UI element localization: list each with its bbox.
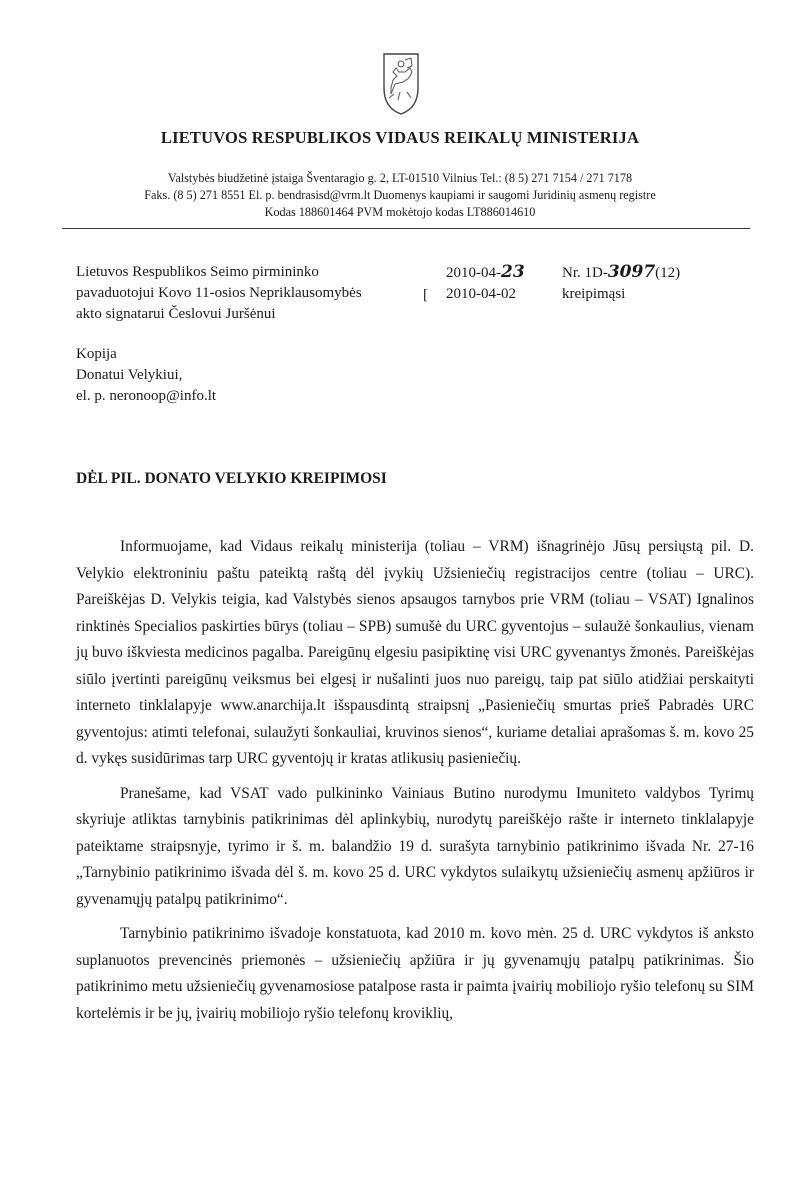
addressee-line: Lietuvos Respublikos Seimo pirmininko	[76, 264, 319, 280]
addressee-block	[76, 262, 362, 325]
contact-line: Faks. (8 5) 271 8551 El. p. bendrasisd@vrm.lt Duomenys kaupiami ir saugomi Juridinių asmenų registre	[144, 188, 656, 202]
addressee-line: akto signatarui Česlovui Juršėnui	[76, 306, 276, 322]
copy-email: el. p. neronoop@info.lt	[76, 388, 217, 404]
registration-number: Nr. 1D-3097(12)	[562, 262, 681, 282]
body-paragraph: Tarnybinio patikrinimo išvadoje konstatuota, kad 2010 m. kovo mėn. 25 d. URC vykdytos iš anksto suplanuotos prevencinės priemonės – užsieniečių apžiūra ir jų gyvenamųjų patalpų patikrinimas. Šio patikrinimo metu užsieniečių gyvenamosiose patalpose rasta ir paimta įvairių mobiliojo ryšio telefonų su SIM kortelėmis ir be jų, įvairių mobiliojo ryšio telefonų kroviklių,	[76, 925, 754, 1022]
reference-date: 2010-04-02	[446, 286, 516, 302]
ministry-name: LIETUVOS RESPUBLIKOS VIDAUS REIKALŲ MINISTERIJA	[160, 128, 640, 147]
reference-label: kreipimąsi	[562, 286, 626, 302]
coat-of-arms-icon	[381, 50, 421, 116]
copy-label: Kopija	[76, 346, 117, 362]
body-paragraph: Informuojame, kad Vidaus reikalų ministerija (toliau – VRM) išnagrinėjo Jūsų persiųstą pil. D. Velykio elektroniniu paštu pateiktą raštą dėl įvykių Užsieniečių registracijos centre (toliau – URC). Pareiškėjas D. Velykis teigia, kad Valstybės sienos apsaugos tarnybos prie VRM (toliau – VSAT) Ignalinos rinktinės Specialios paskirties būrys (toliau – SPB) sumušė du URC gyventojus – sulaužė šonkaulius, vienam jų buvo iškviesta medicinos pagalba. Pareigūnų elgesiu pasipiktinę visi URC gyvenantys žmonės. Pareiškėjas siūlo įvertinti pareigūnų veiksmus bei elgesį ir nušalinti juos nuo pareigų, taip pat siūlo atidžiai perskaityti interneto tinklalapyje www.anarchija.lt išspausdintą straipsnį „Pasieniečių smurtas prieš Pabradės URC gyventojus: atimti telefonai, sulaužyti šonkauliai, kruvinos sienos“, kuriame detaliai aprašomas š. m. kovo 25 d. vykęs susidūrimas tarp URC gyventojų ir kratas atlikusių pasieniečių.	[76, 538, 754, 767]
contact-line: Valstybės biudžetinė įstaiga Šventaragio g. 2, LT-01510 Vilnius Tel.: (8 5) 271 7154 / 271 7178	[167, 171, 633, 185]
reference-bracket: [	[423, 287, 428, 303]
addressee-line: pavaduotojui Kovo 11-osios Nepriklausomybės	[76, 285, 362, 301]
handwritten-date: 23	[501, 262, 525, 282]
letter-body	[76, 534, 754, 1035]
registration-date: 2010-04-23	[446, 262, 525, 282]
copy-block	[76, 344, 216, 407]
registration-dates	[446, 262, 525, 305]
handwritten-number: 3097	[607, 262, 656, 282]
contact-line: Kodas 188601464 PVM mokėtojo kodas LT886014610	[264, 205, 536, 219]
registration-number-block	[562, 262, 680, 305]
body-paragraph: Pranešame, kad VSAT vado pulkininko Vainiaus Butino nurodymu Imuniteto valdybos Tyrimų skyriuje atliktas tarnybinis patikrinimas dėl aplinkybių, nurodytų pareiškėjo rašte ir interneto tinklalapyje pateiktame straipsnyje, tyrimo ir š. m. balandžio 19 d. surašyta tarnybinio patikrinimo išvada Nr. 27-16 „Tarnybinio patikrinimo išvada dėl š. m. kovo 25 d. URC vykdytos sulaikytų užsieniečių asmenų apžiūros ir gyvenamųjų patalpų patikrinimo“.	[76, 784, 754, 908]
copy-recipient: Donatui Velykiui,	[76, 367, 183, 383]
header-divider	[62, 228, 750, 229]
letter-subject: DĖL PIL. DONATO VELYKIO KREIPIMOSI	[76, 470, 387, 487]
